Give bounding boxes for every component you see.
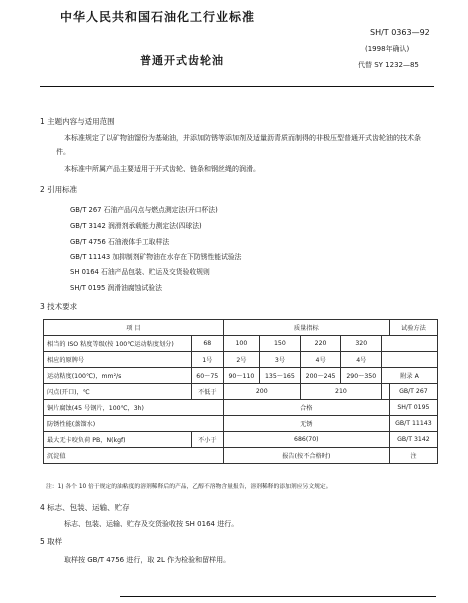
header-method: 试验方法 <box>389 320 437 336</box>
section-1-paragraph-2: 本标准中所属产品主要适用于开式齿轮、链条和钢丝绳的润滑。 <box>64 165 260 173</box>
table-footnote: 注：1) 各个 10 倍于规定的油粘度的溶剂稀释后的产品，乙醇不溶物含量报告，溶剂稀释的添加剂应另文规定。 <box>46 484 332 490</box>
section-1-paragraph-1: 本标准规定了以矿物油馏份为基础油，并添加防锈等添加剂及适量沥青质而制得的非极压型普通开式齿轮油的技术条件。 <box>56 134 421 156</box>
confirm-year: (1998年确认) <box>365 45 410 53</box>
section-5-paragraph: 取样按 GB/T 4756 进行，取 2L 作为检验和留样用。 <box>64 556 231 564</box>
header-rule <box>40 86 434 87</box>
org-standard-title: 中华人民共和国石油化工行业标准 <box>60 10 256 24</box>
standard-code: SH/T 0363—92 <box>370 28 430 37</box>
section-5-title: 5 取样 <box>40 537 63 546</box>
reference-item: SH 0164 石油产品包装、贮运及交货验收规则 <box>70 268 210 276</box>
header-quality: 质量指标 <box>223 320 389 336</box>
section-2-title: 2 引用标准 <box>40 185 78 194</box>
section-1-title: 1 主题内容与适用范围 <box>40 117 115 126</box>
reference-item: GB/T 11143 加抑制剂矿物油在水存在下防锈性能试验法 <box>70 253 242 261</box>
header-item: 项 目 <box>44 320 224 336</box>
reference-item: GB/T 267 石油产品闪点与燃点测定法(开口杯法) <box>70 206 218 214</box>
reference-item: GB/T 4756 石油液体手工取样法 <box>70 238 170 246</box>
table-row: 最大无卡咬负荷 PB，N(kgf) 不小于 686(70) GB/T 3142 <box>44 432 438 448</box>
table-row: 沉淀值 报告(按不合格时) 注 <box>44 448 438 464</box>
table-row: 相应的原牌号 1号 2号 3号 4号 4号 <box>44 352 438 368</box>
table-header-row <box>44 320 438 336</box>
section-4-paragraph: 标志、包装、运输、贮存及交货验收按 SH 0164 进行。 <box>64 520 239 528</box>
section-3-title: 3 技术要求 <box>40 302 78 311</box>
table-row: 运动粘度(100℃)，mm²/s 60～75 90～110 135～165 200～245 290～350 附录 A <box>44 368 438 384</box>
table-row: 相当的 ISO 粘度等级(按 100℃运动粘度划分) 68 100 150 220 320 <box>44 336 438 352</box>
table-row: 防锈性能(蒸馏水) 无锈 GB/T 11143 <box>44 416 438 432</box>
reference-item: GB/T 3142 润滑剂承载能力测定法(四球法) <box>70 222 202 230</box>
footer-rule <box>120 596 436 597</box>
document-title: 普通开式齿轮油 <box>140 54 224 67</box>
table-row: 铜片腐蚀(45 号钢片，100℃，3h) 合格 SH/T 0195 <box>44 400 438 416</box>
technical-requirements-table <box>43 319 438 464</box>
table-row: 闪点(开口)，℃ 不低于 200 210 GB/T 267 <box>44 384 438 400</box>
section-4-title: 4 标志、包装、运输、贮存 <box>40 503 130 512</box>
reference-item: SH/T 0195 润滑油腐蚀试验法 <box>70 284 162 292</box>
replaces-standard: 代替 SY 1232—85 <box>358 61 419 69</box>
